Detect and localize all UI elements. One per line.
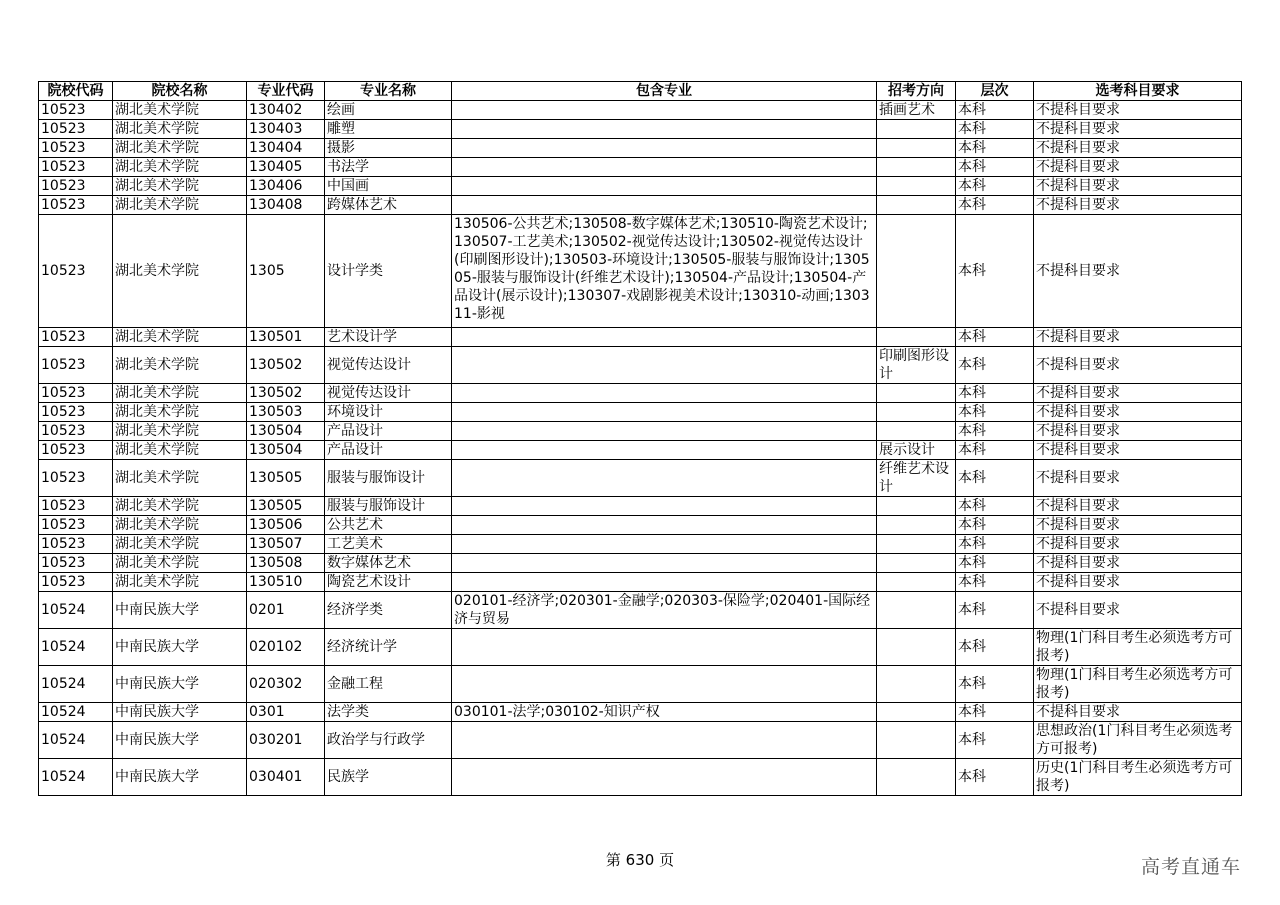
cell-included-majors [452, 629, 877, 666]
cell-school-code: 10523 [39, 101, 113, 120]
cell-direction [877, 215, 956, 328]
cell-major-code: 0301 [247, 703, 325, 722]
header-school-name: 院校名称 [113, 82, 247, 101]
cell-included-majors [452, 384, 877, 403]
cell-school-code: 10523 [39, 384, 113, 403]
cell-school-name: 湖北美术学院 [113, 460, 247, 497]
cell-subject-requirement: 不提科目要求 [1034, 347, 1242, 384]
cell-major-code: 130501 [247, 328, 325, 347]
cell-school-code: 10523 [39, 554, 113, 573]
table-row [39, 384, 1242, 403]
cell-school-name: 湖北美术学院 [113, 139, 247, 158]
cell-included-majors [452, 516, 877, 535]
cell-included-majors: 030101-法学;030102-知识产权 [452, 703, 877, 722]
cell-included-majors [452, 422, 877, 441]
cell-direction [877, 158, 956, 177]
cell-school-code: 10523 [39, 497, 113, 516]
cell-school-name: 湖北美术学院 [113, 516, 247, 535]
cell-major-name: 陶瓷艺术设计 [325, 573, 452, 592]
cell-major-name: 产品设计 [325, 441, 452, 460]
cell-level: 本科 [956, 177, 1034, 196]
cell-subject-requirement: 不提科目要求 [1034, 460, 1242, 497]
cell-major-code: 130504 [247, 422, 325, 441]
cell-subject-requirement: 不提科目要求 [1034, 422, 1242, 441]
cell-level: 本科 [956, 403, 1034, 422]
table-row [39, 497, 1242, 516]
cell-school-code: 10523 [39, 196, 113, 215]
cell-major-name: 中国画 [325, 177, 452, 196]
cell-major-code: 030401 [247, 759, 325, 796]
cell-level: 本科 [956, 573, 1034, 592]
cell-major-name: 跨媒体艺术 [325, 196, 452, 215]
cell-major-code: 130508 [247, 554, 325, 573]
cell-subject-requirement: 不提科目要求 [1034, 177, 1242, 196]
cell-included-majors [452, 139, 877, 158]
watermark: 高考直通车 [1141, 856, 1242, 878]
cell-major-code: 130504 [247, 441, 325, 460]
cell-school-name: 湖北美术学院 [113, 573, 247, 592]
cell-direction [877, 403, 956, 422]
cell-level: 本科 [956, 441, 1034, 460]
cell-school-code: 10523 [39, 347, 113, 384]
cell-school-name: 湖北美术学院 [113, 554, 247, 573]
cell-major-code: 130406 [247, 177, 325, 196]
cell-major-name: 民族学 [325, 759, 452, 796]
cell-subject-requirement: 不提科目要求 [1034, 328, 1242, 347]
cell-major-name: 服装与服饰设计 [325, 460, 452, 497]
table-row [39, 516, 1242, 535]
table-row [39, 101, 1242, 120]
table-row [39, 629, 1242, 666]
cell-major-code: 130502 [247, 347, 325, 384]
cell-school-code: 10524 [39, 759, 113, 796]
cell-major-code: 130507 [247, 535, 325, 554]
table-row [39, 592, 1242, 629]
cell-direction [877, 535, 956, 554]
cell-school-name: 湖北美术学院 [113, 384, 247, 403]
cell-subject-requirement: 不提科目要求 [1034, 120, 1242, 139]
table-row [39, 347, 1242, 384]
cell-level: 本科 [956, 347, 1034, 384]
cell-included-majors: 130506-公共艺术;130508-数字媒体艺术;130510-陶瓷艺术设计;130507-工艺美术;130502-视觉传达设计;130502-视觉传达设计(印刷图形设计);130503-环境设计;130505-服装与服饰设计;130505-服装与服饰设计(纤维艺术设计);130504-产品设计;130504-产品设计(展示设计);130307-戏剧影视美术设计;130310-动画;130311-影视 [452, 215, 877, 328]
table-row [39, 554, 1242, 573]
cell-direction [877, 516, 956, 535]
cell-major-code: 020302 [247, 666, 325, 703]
cell-included-majors [452, 535, 877, 554]
table-row [39, 215, 1242, 328]
cell-school-name: 湖北美术学院 [113, 403, 247, 422]
cell-subject-requirement: 不提科目要求 [1034, 101, 1242, 120]
cell-level: 本科 [956, 497, 1034, 516]
table-row [39, 666, 1242, 703]
cell-level: 本科 [956, 384, 1034, 403]
cell-subject-requirement: 不提科目要求 [1034, 535, 1242, 554]
header-major-name: 专业名称 [325, 82, 452, 101]
cell-school-name: 湖北美术学院 [113, 441, 247, 460]
header-major-code: 专业代码 [247, 82, 325, 101]
cell-included-majors [452, 158, 877, 177]
table-row [39, 573, 1242, 592]
cell-major-code: 030201 [247, 722, 325, 759]
cell-school-code: 10524 [39, 629, 113, 666]
cell-subject-requirement: 物理(1门科目考生必须选考方可报考) [1034, 629, 1242, 666]
cell-level: 本科 [956, 535, 1034, 554]
cell-direction [877, 703, 956, 722]
header-school-code: 院校代码 [39, 82, 113, 101]
cell-major-name: 服装与服饰设计 [325, 497, 452, 516]
cell-included-majors [452, 403, 877, 422]
cell-major-name: 经济学类 [325, 592, 452, 629]
cell-included-majors [452, 666, 877, 703]
cell-school-name: 中南民族大学 [113, 592, 247, 629]
cell-included-majors [452, 347, 877, 384]
cell-major-name: 雕塑 [325, 120, 452, 139]
cell-school-name: 中南民族大学 [113, 722, 247, 759]
cell-school-code: 10524 [39, 722, 113, 759]
cell-major-code: 130502 [247, 384, 325, 403]
cell-school-code: 10523 [39, 441, 113, 460]
cell-subject-requirement: 不提科目要求 [1034, 703, 1242, 722]
cell-subject-requirement: 不提科目要求 [1034, 384, 1242, 403]
cell-level: 本科 [956, 158, 1034, 177]
cell-school-code: 10523 [39, 158, 113, 177]
admission-table-wrapper [38, 81, 1242, 796]
cell-direction [877, 722, 956, 759]
cell-direction [877, 139, 956, 158]
cell-major-code: 130408 [247, 196, 325, 215]
table-row [39, 460, 1242, 497]
cell-included-majors [452, 554, 877, 573]
cell-major-name: 艺术设计学 [325, 328, 452, 347]
cell-subject-requirement: 不提科目要求 [1034, 158, 1242, 177]
cell-subject-requirement: 不提科目要求 [1034, 516, 1242, 535]
cell-major-name: 视觉传达设计 [325, 347, 452, 384]
cell-major-code: 130510 [247, 573, 325, 592]
cell-subject-requirement: 不提科目要求 [1034, 196, 1242, 215]
cell-subject-requirement: 不提科目要求 [1034, 403, 1242, 422]
cell-level: 本科 [956, 139, 1034, 158]
cell-level: 本科 [956, 629, 1034, 666]
cell-subject-requirement: 物理(1门科目考生必须选考方可报考) [1034, 666, 1242, 703]
cell-level: 本科 [956, 592, 1034, 629]
cell-school-code: 10523 [39, 516, 113, 535]
table-row [39, 422, 1242, 441]
cell-subject-requirement: 不提科目要求 [1034, 592, 1242, 629]
cell-included-majors [452, 759, 877, 796]
cell-included-majors [452, 101, 877, 120]
cell-level: 本科 [956, 759, 1034, 796]
cell-school-name: 湖北美术学院 [113, 535, 247, 554]
cell-school-code: 10524 [39, 592, 113, 629]
cell-direction [877, 422, 956, 441]
cell-school-name: 湖北美术学院 [113, 158, 247, 177]
cell-level: 本科 [956, 120, 1034, 139]
cell-school-name: 中南民族大学 [113, 629, 247, 666]
cell-level: 本科 [956, 196, 1034, 215]
cell-major-name: 金融工程 [325, 666, 452, 703]
cell-direction [877, 592, 956, 629]
cell-level: 本科 [956, 666, 1034, 703]
cell-level: 本科 [956, 422, 1034, 441]
cell-school-name: 湖北美术学院 [113, 120, 247, 139]
page-number: 第 630 页 [605, 851, 675, 869]
cell-included-majors [452, 497, 877, 516]
cell-direction [877, 384, 956, 403]
cell-school-name: 湖北美术学院 [113, 196, 247, 215]
cell-school-code: 10523 [39, 120, 113, 139]
cell-school-code: 10524 [39, 703, 113, 722]
cell-subject-requirement: 不提科目要求 [1034, 139, 1242, 158]
table-row [39, 196, 1242, 215]
cell-school-name: 中南民族大学 [113, 666, 247, 703]
cell-major-name: 产品设计 [325, 422, 452, 441]
table-row [39, 177, 1242, 196]
cell-major-code: 130503 [247, 403, 325, 422]
cell-school-code: 10523 [39, 460, 113, 497]
cell-major-code: 130405 [247, 158, 325, 177]
table-row [39, 703, 1242, 722]
cell-subject-requirement: 不提科目要求 [1034, 573, 1242, 592]
cell-direction [877, 328, 956, 347]
cell-school-code: 10523 [39, 139, 113, 158]
cell-level: 本科 [956, 460, 1034, 497]
cell-major-name: 摄影 [325, 139, 452, 158]
cell-major-name: 绘画 [325, 101, 452, 120]
cell-included-majors [452, 120, 877, 139]
header-level: 层次 [956, 82, 1034, 101]
cell-school-name: 中南民族大学 [113, 759, 247, 796]
table-row [39, 120, 1242, 139]
cell-major-name: 政治学与行政学 [325, 722, 452, 759]
cell-included-majors [452, 573, 877, 592]
cell-direction [877, 629, 956, 666]
table-row [39, 535, 1242, 554]
cell-included-majors [452, 196, 877, 215]
table-body [39, 101, 1242, 796]
cell-level: 本科 [956, 328, 1034, 347]
cell-direction [877, 666, 956, 703]
cell-direction [877, 120, 956, 139]
cell-school-code: 10523 [39, 422, 113, 441]
cell-level: 本科 [956, 215, 1034, 328]
cell-school-name: 中南民族大学 [113, 703, 247, 722]
cell-major-code: 130505 [247, 497, 325, 516]
cell-subject-requirement: 不提科目要求 [1034, 554, 1242, 573]
cell-included-majors [452, 441, 877, 460]
cell-subject-requirement: 不提科目要求 [1034, 215, 1242, 328]
cell-level: 本科 [956, 516, 1034, 535]
cell-included-majors: 020101-经济学;020301-金融学;020303-保险学;020401-国际经济与贸易 [452, 592, 877, 629]
cell-major-code: 130506 [247, 516, 325, 535]
table-row [39, 722, 1242, 759]
cell-direction [877, 196, 956, 215]
table-header-row [39, 82, 1242, 101]
cell-direction [877, 554, 956, 573]
cell-major-name: 法学类 [325, 703, 452, 722]
cell-school-code: 10523 [39, 573, 113, 592]
cell-direction: 插画艺术 [877, 101, 956, 120]
cell-school-name: 湖北美术学院 [113, 497, 247, 516]
cell-school-code: 10523 [39, 177, 113, 196]
table-row [39, 759, 1242, 796]
cell-major-name: 书法学 [325, 158, 452, 177]
cell-subject-requirement: 不提科目要求 [1034, 441, 1242, 460]
header-included-majors: 包含专业 [452, 82, 877, 101]
cell-level: 本科 [956, 703, 1034, 722]
header-direction: 招考方向 [877, 82, 956, 101]
cell-school-code: 10523 [39, 215, 113, 328]
cell-included-majors [452, 722, 877, 759]
cell-school-code: 10524 [39, 666, 113, 703]
cell-major-name: 设计学类 [325, 215, 452, 328]
table-row [39, 328, 1242, 347]
cell-major-code: 130404 [247, 139, 325, 158]
cell-major-name: 工艺美术 [325, 535, 452, 554]
cell-major-code: 130402 [247, 101, 325, 120]
cell-school-name: 湖北美术学院 [113, 215, 247, 328]
cell-direction: 展示设计 [877, 441, 956, 460]
cell-included-majors [452, 328, 877, 347]
cell-major-name: 环境设计 [325, 403, 452, 422]
cell-school-code: 10523 [39, 403, 113, 422]
cell-included-majors [452, 177, 877, 196]
cell-major-code: 130403 [247, 120, 325, 139]
table-row [39, 139, 1242, 158]
cell-major-code: 020102 [247, 629, 325, 666]
cell-major-code: 130505 [247, 460, 325, 497]
admission-table [38, 81, 1242, 796]
cell-direction: 印刷图形设计 [877, 347, 956, 384]
cell-major-name: 数字媒体艺术 [325, 554, 452, 573]
table-row [39, 441, 1242, 460]
cell-included-majors [452, 460, 877, 497]
cell-direction [877, 759, 956, 796]
cell-level: 本科 [956, 554, 1034, 573]
cell-direction [877, 177, 956, 196]
cell-school-name: 湖北美术学院 [113, 422, 247, 441]
cell-direction [877, 497, 956, 516]
cell-major-name: 经济统计学 [325, 629, 452, 666]
cell-school-code: 10523 [39, 328, 113, 347]
cell-school-code: 10523 [39, 535, 113, 554]
cell-school-name: 湖北美术学院 [113, 328, 247, 347]
cell-school-name: 湖北美术学院 [113, 177, 247, 196]
header-subject-requirement: 选考科目要求 [1034, 82, 1242, 101]
cell-subject-requirement: 不提科目要求 [1034, 497, 1242, 516]
cell-major-code: 0201 [247, 592, 325, 629]
cell-direction: 纤维艺术设计 [877, 460, 956, 497]
table-row [39, 158, 1242, 177]
cell-subject-requirement: 历史(1门科目考生必须选考方可报考) [1034, 759, 1242, 796]
cell-school-name: 湖北美术学院 [113, 101, 247, 120]
table-row [39, 403, 1242, 422]
cell-subject-requirement: 思想政治(1门科目考生必须选考方可报考) [1034, 722, 1242, 759]
cell-level: 本科 [956, 722, 1034, 759]
cell-major-name: 视觉传达设计 [325, 384, 452, 403]
cell-direction [877, 573, 956, 592]
cell-school-name: 湖北美术学院 [113, 347, 247, 384]
cell-major-name: 公共艺术 [325, 516, 452, 535]
cell-major-code: 1305 [247, 215, 325, 328]
cell-level: 本科 [956, 101, 1034, 120]
